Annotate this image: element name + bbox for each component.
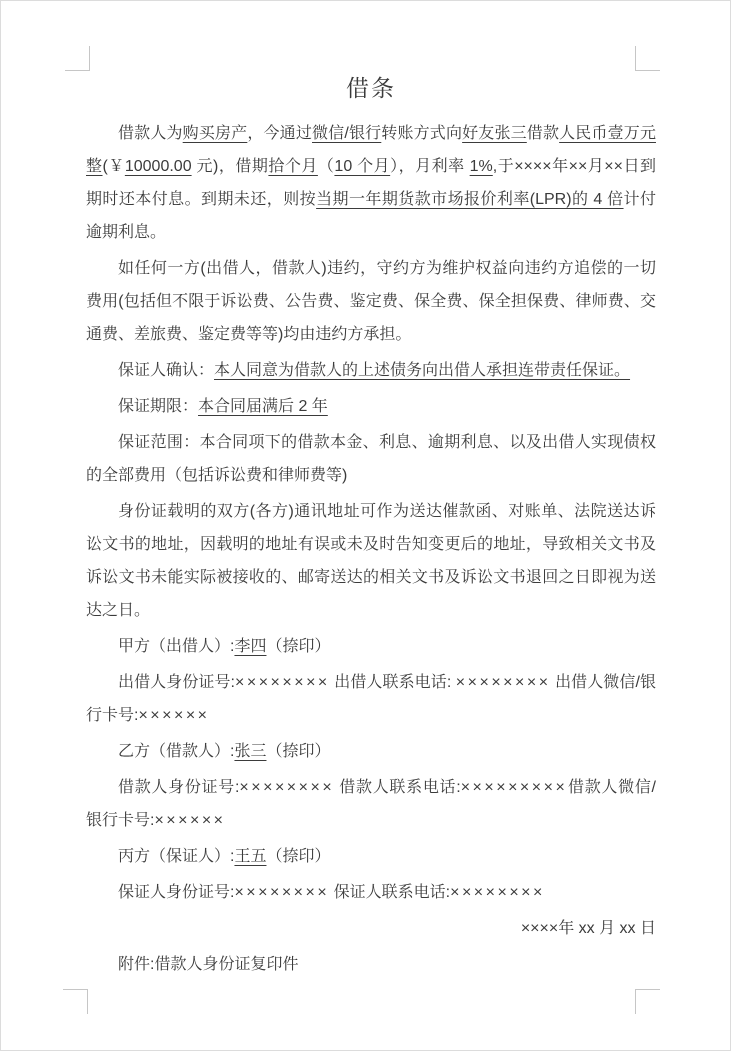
- text-run: 计付逾期利息。: [86, 191, 656, 241]
- text-run: 借款人联系电话:: [334, 779, 461, 796]
- text-run: 保证人联系电话:: [329, 884, 451, 901]
- date-line: [86, 912, 656, 945]
- text-run: 出借人微信/银行卡号:: [86, 674, 656, 724]
- text-run: 当期一年期货款市场报价利率(LPR)的 4 倍: [316, 191, 624, 208]
- text-run: 购买房产: [182, 125, 248, 142]
- clause-loan-terms: [86, 117, 656, 249]
- text-run: 如任何一方(出借人，借款人)违约，守约方为维护权益向违约方追偿的一切费用(包括但不限于诉讼费、公告费、鉴定费、保全费、保全担保费、律师费、交通费、差旅费、鉴定费等等)均由违约方承担。: [86, 260, 656, 343]
- text-run: 保证范围：本合同项下的借款本金、利息、逾期利息、以及出借人实现债权的全部费用（包括诉讼费和律师费等): [86, 434, 656, 484]
- clause-guarantee-period: [86, 390, 656, 423]
- text-run: 人民币壹万元整: [86, 125, 656, 175]
- text-run: ×××××××××: [460, 779, 568, 796]
- text-run: （捺印）: [266, 848, 331, 865]
- clause-guarantor-confirm: [86, 354, 656, 387]
- text-run: （: [317, 158, 335, 175]
- party-c-details: [86, 876, 656, 909]
- text-run: 王五: [234, 848, 267, 865]
- text-run: （捺印）: [266, 638, 331, 655]
- text-run: 甲方（出借人）:: [118, 638, 235, 655]
- text-run: 元)，借期: [191, 158, 269, 175]
- attachment-note: [86, 948, 656, 981]
- text-run: ，今通过: [247, 125, 313, 142]
- text-run: 本人同意为借款人的上述债务向出借人承担连带责任保证。: [214, 362, 631, 379]
- party-a-details: [86, 666, 656, 732]
- text-run: 保证期限：: [118, 398, 199, 415]
- text-run: 本合同届满后 2 年: [198, 398, 328, 415]
- text-run: 1%: [469, 158, 493, 175]
- document-body: [86, 117, 656, 981]
- text-run: ××××××××: [239, 779, 335, 796]
- text-run: 借款: [526, 125, 560, 142]
- text-run: ××××××××: [234, 884, 330, 901]
- text-boundary-mark-bottom-right: [635, 989, 660, 1014]
- text-run: 李四: [234, 638, 267, 655]
- text-run: 保证人确认：: [118, 362, 215, 379]
- text-run: 附件:借款人身份证复印件: [118, 956, 299, 973]
- text-run: ），月利率: [390, 158, 470, 175]
- text-boundary-mark-top-right: [635, 46, 660, 71]
- clause-guarantee-scope: [86, 426, 656, 492]
- text-run: ××××××××: [450, 884, 545, 901]
- document-content: [86, 73, 656, 981]
- text-run: 出借人身份证号:: [118, 674, 235, 691]
- text-run: 出借人联系电话:: [329, 674, 456, 691]
- text-run: 保证人身份证号:: [118, 884, 235, 901]
- party-c-signature: [86, 840, 656, 873]
- text-run: ××××××××: [455, 674, 551, 691]
- text-run: ××××××××: [235, 674, 330, 691]
- text-boundary-mark-top-left: [65, 46, 90, 71]
- text-run: 借款人微信/银行卡号:: [86, 779, 656, 829]
- text-run: ××××××: [138, 707, 210, 724]
- text-run: 张三: [234, 743, 267, 760]
- text-run: 拾个月: [268, 158, 318, 175]
- party-b-signature: [86, 735, 656, 768]
- text-run: 借款人身份证号:: [118, 779, 240, 796]
- text-run: 10000.00: [124, 158, 192, 175]
- clause-service-address: [86, 495, 656, 627]
- text-run: （捺印）: [266, 743, 331, 760]
- text-run: 转账方式向: [381, 125, 463, 142]
- text-run: 微信/银行: [312, 125, 382, 142]
- text-run: 借款人为: [118, 125, 183, 142]
- text-run: ××××年 xx 月 xx 日: [520, 920, 656, 937]
- clause-breach-costs: [86, 252, 656, 351]
- text-boundary-mark-bottom-left: [63, 989, 88, 1014]
- text-run: 10 个月: [334, 158, 391, 175]
- text-run: 身份证载明的双方(各方)通讯地址可作为送达催款函、对账单、法院送达诉讼文书的地址，因载明的地址有误或未及时告知变更后的地址，导致相关文书及诉讼文书未能实际被接收的、邮寄送达的相关文书及诉讼文书退回之日即视为送达之日。: [86, 503, 656, 619]
- document-title: 借条: [346, 75, 396, 101]
- text-run: 乙方（借款人）:: [118, 743, 235, 760]
- text-run: 丙方（保证人）:: [118, 848, 235, 865]
- party-a-signature: [86, 630, 656, 663]
- text-run: ,于××××年××月××日到期时还本付息。到期未还，则按: [86, 158, 656, 208]
- text-run: (￥: [102, 158, 125, 175]
- party-b-details: [86, 771, 656, 837]
- text-run: 好友张三: [462, 125, 527, 142]
- text-run: ××××××: [154, 812, 226, 829]
